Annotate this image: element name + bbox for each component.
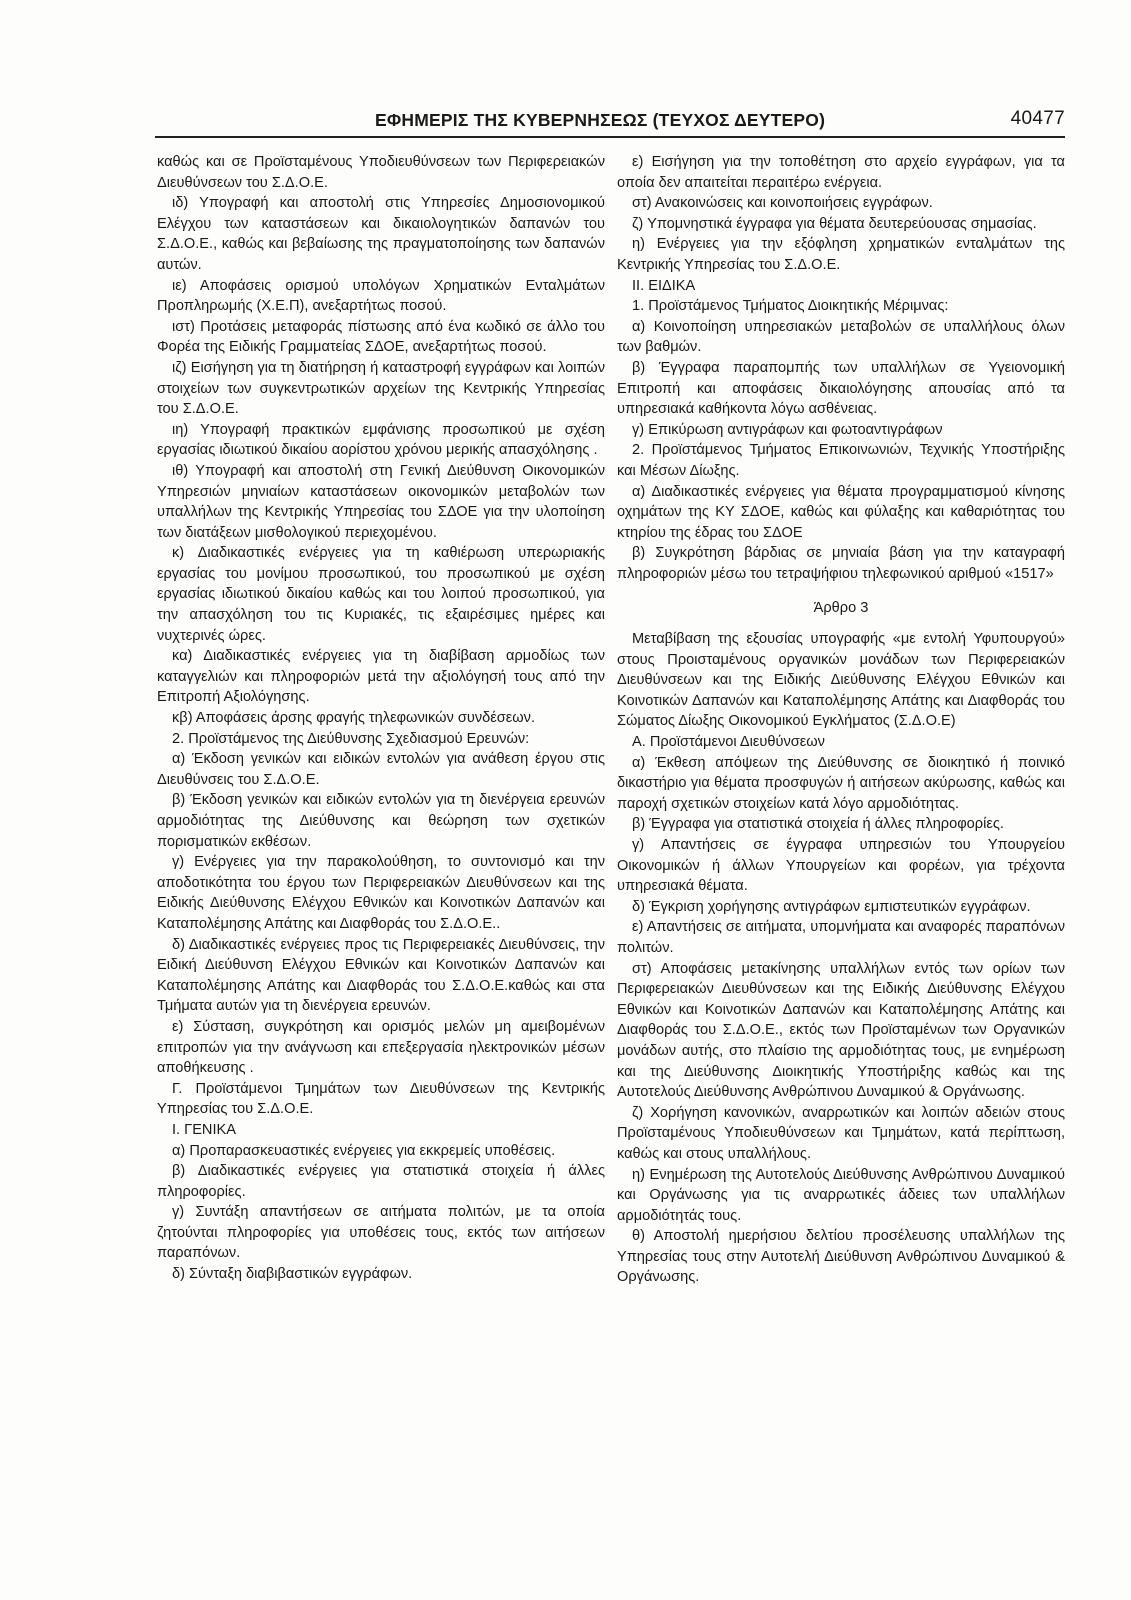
paragraph: α) Διαδικαστικές ενέργειες για θέματα προγραμματισμού κίνησης οχημάτων της ΚΥ ΣΔΟΕ, καθώς και φύλαξης και καθαριότητας του κτηρίου της έδρας του ΣΔΟΕ <box>617 483 1065 541</box>
paragraph: β) Διαδικαστικές ενέργειες για στατιστικά στοιχεία ή άλλες πληροφορίες. <box>157 1163 605 1200</box>
paragraph: κβ) Αποφάσεις άρσης φραγής τηλεφωνικών συνδέσεων. <box>172 710 536 727</box>
paragraph: ε) Απαντήσεις σε αιτήματα, υπομνήματα και αναφορές παραπόνων πολιτών. <box>617 919 1065 956</box>
section-heading: ΙΙ. ΕΙΔΙΚΑ <box>632 277 696 294</box>
paragraph: β) Έγγραφα για στατιστικά στοιχεία ή άλλες πληροφορίες. <box>632 816 1004 833</box>
paragraph: β) Έκδοση γενικών και ειδικών εντολών για τη διενέργεια ερευνών αρμοδιότητας της Διεύθυνσης και θεώρηση των σχετικών πορισματικών εκθέσων. <box>157 792 605 850</box>
paragraph: καθώς και σε Προϊσταμένους Υποδιευθύνσεων των Περιφερειακών Διευθύνσεων του Σ.Δ.Ο.Ε. <box>157 154 605 191</box>
article-title: Μεταβίβαση της εξουσίας υπογραφής «με εντολή Υφυπουργού» στους Προισταμένους οργανικών μονάδων των Περιφερειακών Διευθύνσεων και της Ειδικής Διεύθυνσης Ελέγχου Εθνικών και Κοινοτικών Δαπανών και Καταπολέμησης Απάτης και Διαφθοράς του Σώματος Δίωξης Οικονομικού Εγκλήματος (Σ.Δ.Ο.Ε) <box>617 631 1065 730</box>
paragraph: ιε) Αποφάσεις ορισμού υπολόγων Χρηματικών Ενταλμάτων Προπληρωμής (Χ.Ε.Π), ανεξαρτήτως ποσού. <box>157 277 605 315</box>
paragraph: α) Κοινοποίηση υπηρεσιακών μεταβολών σε υπαλλήλους όλων των βαθμών. <box>617 318 1065 356</box>
paragraph: α) Προπαρασκευαστικές ενέργειες για εκκρεμείς υποθέσεις. <box>172 1142 556 1159</box>
paragraph: β) Έγγραφα παραπομπής των υπαλλήλων σε Υγειονομική Επιτροπή και αποφάσεις δικαιολόγησης απουσίας από τα υπηρεσιακά καθήκοντα λόγω ασθένειας. <box>617 359 1065 418</box>
paragraph: κ) Διαδικαστικές ενέργειες για τη καθιέρωση υπερωριακής εργασίας του μονίμου προσωπικού, του προσωπικού με σχέση εργασίας ιδιωτικού δικαίου καθώς και του λοιπού προσωπικού, για την απασχόληση του τις Κυριακές, τις εξαιρέσιμες ημέρες και νυχτερινές ώρες. <box>157 545 605 644</box>
article-heading: Άρθρο 3 <box>813 600 869 617</box>
paragraph: θ) Αποστολή ημερήσιου δελτίου προσέλευσης υπαλλήλων της Υπηρεσίας τους στην Αυτοτελή Διεύθυνση Ανθρώπινου Δυναμικού & Οργάνωσης. <box>617 1228 1065 1286</box>
section-heading: 2. Προϊστάμενος της Διεύθυνσης Σχεδιασμού Ερευνών: <box>172 730 530 747</box>
paragraph: στ) Αποφάσεις μετακίνησης υπαλλήλων εντός των ορίων των Περιφερειακών Διευθύνσεων και της Ειδικής Διεύθυνσης Ελέγχου Εθνικών και Κοινοτικών Δαπανών και Καταπολέμησης Απάτης και Διαφθοράς του Σ.Δ.Ο.Ε., εκτός των Προϊσταμένων των Οργανικών μονάδων αυτής, στο πλαίσιο της αρμοδιότητας τους, με ενημέρωση και της Διεύθυνσης Διοικητικής Υποστήριξης καθώς και της Αυτοτελούς Διεύθυνσης Ανθρώπινου Δυναμικού & Οργάνωσης. <box>617 960 1065 1101</box>
paragraph: ιζ) Εισήγηση για τη διατήρηση ή καταστροφή εγγράφων και λοιπών στοιχείων των συγκεντρωτικών αρχείων της Κεντρικής Υπηρεσίας του Σ.Δ.Ο.Ε. <box>157 359 605 418</box>
paragraph: ζ) Χορήγηση κανονικών, αναρρωτικών και λοιπών αδειών στους Προϊσταμένους Υποδιευθύνσεων και Τμημάτων, κατά περίπτωση, καθώς και στους υπαλλήλους. <box>617 1104 1065 1162</box>
paragraph: γ) Απαντήσεις σε έγγραφα υπηρεσιών του Υπουργείου Οικονομικών ή άλλων Υπουργείων και φορέων, για τρέχοντα υπηρεσιακά θέματα. <box>617 837 1065 895</box>
paragraph: ζ) Υπομνηστικά έγγραφα για θέματα δευτερεύουσας σημασίας. <box>632 215 1037 232</box>
paragraph: δ) Διαδικαστικές ενέργειες προς τις Περιφερειακές Διευθύνσεις, την Ειδική Διεύθυνση Ελέγχου Εθνικών και Κοινοτικών Δαπανών και Καταπολέμησης Απάτης και Διαφθοράς του Σ.Δ.Ο.Ε.καθώς και στα Τμήματα αυτών για τη διενέργεια ερευνών. <box>157 936 605 1015</box>
paragraph: δ) Σύνταξη διαβιβαστικών εγγράφων. <box>172 1266 413 1283</box>
page-header <box>155 108 1065 138</box>
paragraph: γ) Επικύρωση αντιγράφων και φωτοαντιγράφων <box>632 421 943 438</box>
paragraph: α) Έκθεση απόψεων της Διεύθυνσης σε διοικητικό ή ποινικό δικαστήριο για θέματα προσφυγών ή αιτήσεων ακύρωσης, καθώς και παροχή σχετικών στοιχείων κατά λόγο αρμοδιότητας. <box>617 754 1065 812</box>
paragraph: ιστ) Προτάσεις μεταφοράς πίστωσης από ένα κωδικό σε άλλο του Φορέα της Ειδικής Γραμματείας ΣΔΟΕ, ανεξαρτήτως ποσού. <box>157 318 605 356</box>
paragraph: ιη) Υπογραφή πρακτικών εμφάνισης προσωπικού με σχέση εργασίας ιδιωτικού δικαίου αορίστου χρόνου μερικής απασχόλησης . <box>157 421 605 459</box>
right-column <box>617 152 1065 1288</box>
paragraph: γ) Ενέργειες για την παρακολούθηση, το συντονισμό και την αποδοτικότητα του έργου των Περιφερειακών Διευθύνσεων και της Ειδικής Διεύθυνσης Ελέγχου Εθνικών και Κοινοτικών Δαπανών και Καταπολέμησης Απάτης και Διαφθοράς του Σ.Δ.Ο.Ε.. <box>157 854 605 932</box>
paragraph: β) Συγκρότηση βάρδιας σε μηνιαία βάση για την καταγραφή πληροφοριών μέσω του τετραψήφιου τηλεφωνικού αριθμού «1517» <box>617 545 1065 582</box>
section-heading: Γ. Προϊστάμενοι Τμημάτων των Διευθύνσεων της Κεντρικής Υπηρεσίας του Σ.Δ.Ο.Ε. <box>157 1080 605 1118</box>
paragraph: ε) Εισήγηση για την τοποθέτηση στο αρχείο εγγράφων, για τα οποία δεν απαιτείται περαιτέρω ενέργεια. <box>617 154 1065 191</box>
left-column <box>157 152 605 1285</box>
paragraph: στ) Ανακοινώσεις και κοινοποιήσεις εγγράφων. <box>632 195 933 212</box>
paragraph: κα) Διαδικαστικές ενέργειες για τη διαβίβαση αρμοδίως των καταγγελιών και πληροφοριών μετά την αξιολόγησή τους από την Επιτροπή Αξιολόγησης. <box>157 648 605 706</box>
paragraph: ιθ) Υπογραφή και αποστολή στη Γενική Διεύθυνση Οικονομικών Υπηρεσιών μηνιαίων καταστάσεων οικονομικών μεταβολών των υπαλλήλων της Κεντρικής Υπηρεσίας του ΣΔΟΕ για την υλοποίηση των διατάξεων μισθολογικού περιεχομένου. <box>157 462 605 541</box>
paragraph: δ) Έγκριση χορήγησης αντιγράφων εμπιστευτικών εγγράφων. <box>632 898 1031 915</box>
paragraph: η) Ενημέρωση της Αυτοτελούς Διεύθυνσης Ανθρώπινου Δυναμικού και Οργάνωσης για τις αναρρωτικές άδειες των υπαλλήλων αρμοδιότητάς τους. <box>617 1166 1065 1224</box>
paragraph: η) Ενέργειες για την εξόφληση χρηματικών ενταλμάτων της Κεντρικής Υπηρεσίας του Σ.Δ.Ο.Ε. <box>617 236 1065 273</box>
gazette-title: ΕΦΗΜΕΡΙΣ ΤΗΣ ΚΥΒΕΡΝΗΣΕΩΣ (ΤΕΥΧΟΣ ΔΕΥΤΕΡΟ) <box>375 110 826 130</box>
section-heading: 1. Προϊστάμενος Τμήματος Διοικητικής Μέριμνας: <box>632 298 949 315</box>
paragraph: α) Έκδοση γενικών και ειδικών εντολών για ανάθεση έργου στις Διευθύνσεις του Σ.Δ.Ο.Ε. <box>157 751 605 788</box>
section-heading: 2. Προϊστάμενος Τμήματος Επικοινωνιών, Τεχνικής Υποστήριξης και Μέσων Δίωξης. <box>617 442 1065 479</box>
section-heading: Ι. ΓΕΝΙΚΑ <box>172 1121 236 1138</box>
paragraph: ιδ) Υπογραφή και αποστολή στις Υπηρεσίες Δημοσιονομικού Ελέγχου των καταστάσεων και δικαιολογητικών δαπανών του Σ.Δ.Ο.Ε., καθώς και βεβαίωσης της πραγματοποίησης των δαπανών αυτών. <box>157 195 605 273</box>
page-number: 40477 <box>1010 108 1065 129</box>
paragraph: γ) Συντάξη απαντήσεων σε αιτήματα πολιτών, με τα οποία ζητούνται πληροφορίες για υποθέσεις τους, εκτός των αιτήσεων παραπόνων. <box>157 1204 605 1262</box>
paragraph: ε) Σύσταση, συγκρότηση και ορισμός μελών μη αμειβομένων επιτροπών για την ανάγνωση και επεξεργασία ηλεκτρονικών μέσων αποθήκευσης . <box>157 1018 605 1077</box>
section-heading: Α. Προϊστάμενοι Διευθύνσεων <box>632 734 825 751</box>
